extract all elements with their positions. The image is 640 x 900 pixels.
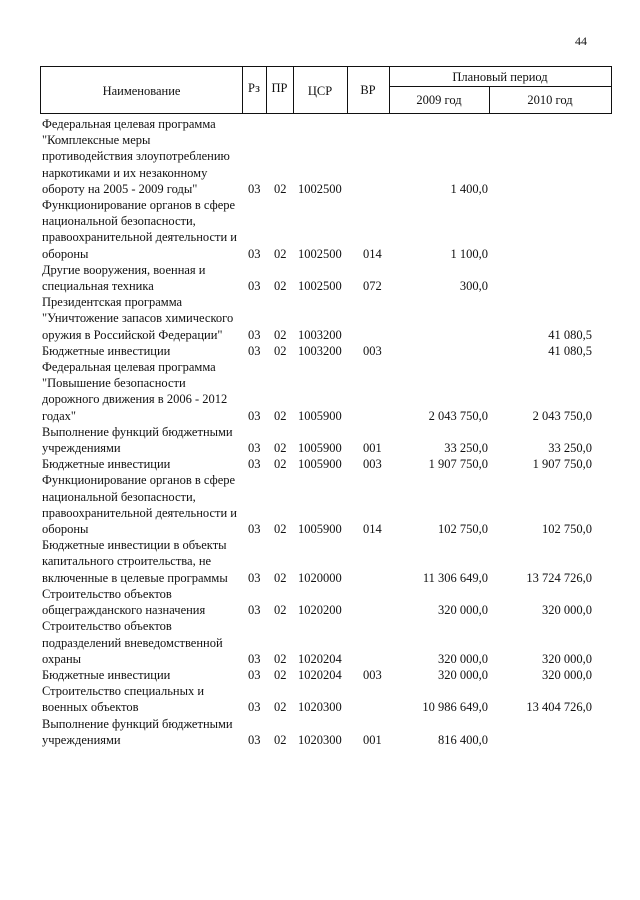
header-name: Наименование — [102, 84, 181, 98]
row-rz: 03 — [248, 570, 261, 585]
table-row — [40, 456, 612, 472]
table-row — [40, 197, 612, 262]
table-header — [40, 66, 612, 114]
row-pr: 02 — [274, 651, 287, 666]
table-body — [40, 116, 612, 748]
row-name: Выполнение функций бюджетными учреждениями — [42, 424, 233, 456]
row-pr: 02 — [274, 732, 287, 747]
row-name: Бюджетные инвестиции — [42, 457, 171, 472]
row-vr: 072 — [363, 279, 382, 294]
row-pr: 02 — [274, 279, 287, 294]
row-csr: 1020300 — [298, 732, 342, 747]
row-2010: 41 080,5 — [548, 343, 592, 358]
row-csr: 1020300 — [298, 700, 342, 715]
row-rz: 03 — [248, 732, 261, 747]
row-2010: 320 000,0 — [542, 667, 592, 682]
row-2009: 1 907 750,0 — [428, 457, 488, 472]
table-row — [40, 359, 612, 424]
row-name: Строительство объектов подразделений вневедомственной охраны — [42, 619, 223, 666]
row-vr: 003 — [363, 667, 382, 682]
header-year-2010: 2010 год — [527, 93, 573, 107]
row-csr: 1002500 — [298, 181, 342, 196]
table-row — [40, 683, 612, 715]
table-row — [40, 294, 612, 343]
row-pr: 02 — [274, 667, 287, 682]
row-name: Бюджетные инвестиции в объекты капитального строительства, не включенные в целевые программы — [42, 538, 228, 585]
row-name: Другие вооружения, военная и специальная техника — [42, 262, 206, 294]
row-name: Функционирование органов в сфере национальной безопасности, правоохранительной деятельности и обороны — [42, 198, 237, 261]
row-name: Бюджетные инвестиции — [42, 667, 171, 682]
table-row — [40, 472, 612, 537]
row-2010: 2 043 750,0 — [532, 408, 592, 423]
row-rz: 03 — [248, 279, 261, 294]
row-2010: 102 750,0 — [542, 522, 592, 537]
row-csr: 1020204 — [298, 651, 342, 666]
table-row — [40, 262, 612, 294]
header-csr: ЦСР — [307, 84, 333, 98]
row-2009: 320 000,0 — [438, 667, 488, 682]
table-row — [40, 667, 612, 683]
row-csr: 1005900 — [298, 441, 342, 456]
header-pr: ПР — [271, 81, 288, 95]
table-row — [40, 716, 612, 748]
row-name: Президентская программа "Уничтожение запасов химического оружия в Российской Федерации" — [42, 295, 234, 342]
row-name: Функционирование органов в сфере национальной безопасности, правоохранительной деятельности и обороны — [42, 473, 237, 537]
row-pr: 02 — [274, 700, 287, 715]
header-year-2009: 2009 год — [416, 93, 462, 107]
row-2009: 10 986 649,0 — [422, 700, 488, 715]
row-vr: 003 — [363, 457, 382, 472]
row-csr: 1003200 — [298, 343, 342, 358]
table-row — [40, 586, 612, 618]
row-csr: 1020200 — [298, 603, 342, 618]
row-pr: 02 — [274, 457, 287, 472]
row-pr: 02 — [274, 441, 287, 456]
row-rz: 03 — [248, 522, 261, 537]
row-csr: 1005900 — [298, 522, 342, 537]
row-2010: 13 724 726,0 — [526, 570, 592, 585]
row-rz: 03 — [248, 667, 261, 682]
row-pr: 02 — [274, 343, 287, 358]
row-csr: 1002500 — [298, 279, 342, 294]
row-2009: 320 000,0 — [438, 603, 488, 618]
page-number: 44 — [575, 34, 587, 48]
table-row — [40, 537, 612, 586]
header-divider — [389, 86, 611, 87]
table-row — [40, 343, 612, 359]
row-2009: 11 306 649,0 — [422, 570, 488, 585]
row-pr: 02 — [274, 181, 287, 196]
row-2009: 300,0 — [459, 279, 488, 294]
row-2009: 2 043 750,0 — [428, 408, 488, 423]
row-rz: 03 — [248, 441, 261, 456]
row-csr: 1005900 — [298, 408, 342, 423]
row-pr: 02 — [274, 522, 287, 537]
row-2010: 320 000,0 — [542, 651, 592, 666]
row-pr: 02 — [274, 327, 287, 342]
header-period: Плановый период — [452, 70, 548, 84]
row-csr: 1020000 — [298, 570, 342, 585]
row-2009: 102 750,0 — [438, 522, 488, 537]
row-vr: 014 — [363, 246, 382, 261]
row-vr: 001 — [363, 732, 382, 747]
row-rz: 03 — [248, 603, 261, 618]
table-row — [40, 618, 612, 667]
row-csr: 1020204 — [298, 667, 342, 682]
row-2009: 320 000,0 — [438, 651, 488, 666]
row-rz: 03 — [248, 343, 261, 358]
row-rz: 03 — [248, 327, 261, 342]
row-name: Федеральная целевая программа "Повышение безопасности дорожного движения в 2006 - 2012 годах" — [42, 360, 228, 423]
row-name: Выполнение функций бюджетными учреждениями — [42, 716, 233, 747]
row-name: Бюджетные инвестиции — [42, 343, 171, 358]
header-vr: ВР — [360, 83, 376, 97]
row-2009: 816 400,0 — [438, 732, 488, 747]
row-2009: 1 400,0 — [450, 181, 488, 196]
row-pr: 02 — [274, 603, 287, 618]
row-pr: 02 — [274, 246, 287, 261]
row-pr: 02 — [274, 570, 287, 585]
row-name: Строительство объектов общегражданского назначения — [42, 586, 206, 618]
row-rz: 03 — [248, 408, 261, 423]
row-2010: 13 404 726,0 — [526, 700, 592, 715]
row-2009: 33 250,0 — [444, 441, 488, 456]
row-csr: 1005900 — [298, 457, 342, 472]
row-rz: 03 — [248, 700, 261, 715]
row-2010: 33 250,0 — [548, 441, 592, 456]
row-name: Федеральная целевая программа "Комплексные меры противодействия злоупотреблению наркотиками и их незаконному обороту на 2005 - 2009 годы" — [42, 117, 230, 196]
row-csr: 1003200 — [298, 327, 342, 342]
row-2010: 41 080,5 — [548, 327, 592, 342]
row-2009: 1 100,0 — [450, 246, 488, 261]
row-name: Строительство специальных и военных объектов — [42, 684, 205, 715]
table-row — [40, 424, 612, 456]
row-vr: 001 — [363, 441, 382, 456]
row-rz: 03 — [248, 181, 261, 196]
row-rz: 03 — [248, 457, 261, 472]
header-rz: Рз — [248, 81, 260, 95]
row-pr: 02 — [274, 408, 287, 423]
row-rz: 03 — [248, 651, 261, 666]
row-2010: 1 907 750,0 — [532, 457, 592, 472]
row-vr: 014 — [363, 522, 382, 537]
row-vr: 003 — [363, 343, 382, 358]
row-2010: 320 000,0 — [542, 603, 592, 618]
row-rz: 03 — [248, 246, 261, 261]
table-row — [40, 116, 612, 197]
row-csr: 1002500 — [298, 246, 342, 261]
